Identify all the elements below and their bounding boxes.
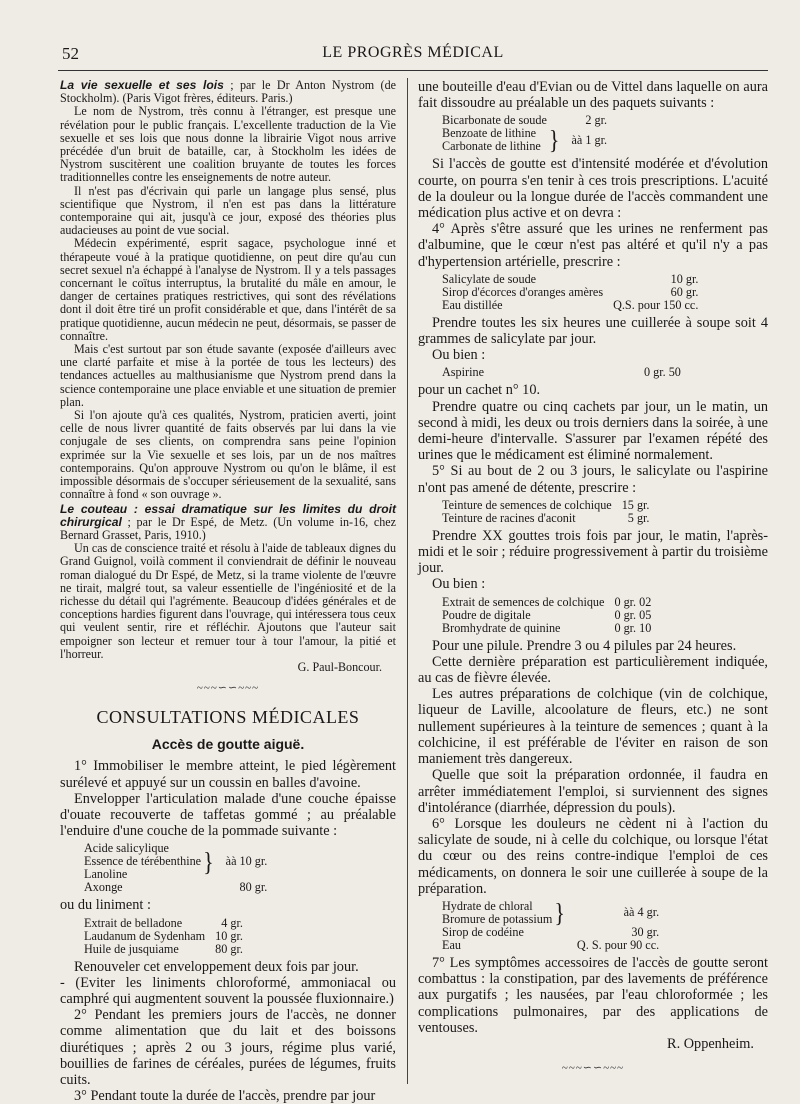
review-nystrom-citation: ; par le Dr Anton Nystrom (de Stockholm). (Paris Vigot frères, éditeurs. Paris.) bbox=[60, 78, 396, 106]
section-title: CONSULTATIONS MÉDICALES bbox=[96, 707, 360, 728]
consultation-paragraph: 4° Après s'être assuré que les urines ne renferment pas d'albumine, que le cœur n'est pas altéré et qu'il n'y a pas d'hypertension artérielle, prescrire : bbox=[418, 221, 768, 270]
review-paragraph: Un cas de conscience traité et résolu à l'aide de tableaux dignes du Grand Guignol, voilà comment il conviendrait de définir le nouveau roman dialogué du Dr Espé, de Metz, si la trame violente de l'œuvre ne tirait, malgré tout, sa valeur essentielle de l'ingéniosité et de la richesse du détail qui l'agrémente. Beaucoup d'idées générales et de conceptions hardies figurent dans l'ouvrage, qui intéressera tous ceux qui veulent sentir, rire et réfléchir. Ajoutons que l'auteur sait empoigner son lecteur et remuer tour à tour l'amour, la pitié et l'horreur. bbox=[60, 541, 396, 661]
prescription-line: Hydrate de chloral } àà 4 gr. bbox=[442, 897, 660, 928]
prescription-line: Extrait de semences de colchique 0 gr. 02 bbox=[442, 594, 652, 609]
prescription-line: Acide salicylique } àà 10 gr. bbox=[84, 841, 268, 877]
header-rule bbox=[58, 70, 768, 71]
consultation-paragraph: 5° Si au bout de 2 ou 3 jours, le salicylate ou l'aspirine n'ont pas amené de détente, prescrire : bbox=[418, 463, 768, 496]
consultation-paragraph: - (Eviter les liniments chloroformé, ammoniacal ou camphré qui augmentent souvent la poussée fluxionnaire.) bbox=[60, 974, 396, 1007]
consultation-paragraph: 6° Lorsque les douleurs ne cèdent ni à l'action du salicylate de soude, ni à celle du colchique, ou lorsque l'état du cœur ou des reins contre-indique l'emploi de ces médicaments, on donnera le soir une cuillerée à soupe de la préparation. bbox=[418, 815, 768, 897]
prescription-liniment bbox=[84, 917, 396, 956]
section-subtitle: Accès de goutte aiguë. bbox=[151, 736, 305, 753]
prescription-pilule bbox=[442, 596, 768, 635]
consultation-paragraph: Pour une pilule. Prendre 3 ou 4 pilules par 24 heures. bbox=[432, 637, 737, 654]
consultation-signature: R. Oppenheim. bbox=[667, 1035, 754, 1052]
prescription-salicylate bbox=[442, 273, 768, 312]
consultation-paragraph: Si l'accès de goutte est d'intensité modérée et d'évolution courte, on pourra s'en tenir à ces trois prescriptions. L'acuité de la douleur ou la longue durée de l'accès commandent une médication plus active et on devra : bbox=[418, 156, 768, 222]
running-title: LE PROGRÈS MÉDICAL bbox=[322, 44, 504, 61]
consultation-paragraph: une bouteille d'eau d'Evian ou de Vittel dans laquelle on aura fait dissoudre au préalable un des paquets suivants : bbox=[418, 79, 768, 112]
review-couteau-citation: ; par le Dr Espé, de Metz. (Un volume in-16, chez Bernard Grasset, Paris, 1910.) bbox=[60, 514, 396, 542]
consultation-paragraph: Ou bien : bbox=[432, 347, 486, 364]
review-paragraph: Médecin expérimenté, esprit sagace, psychologue inné et thérapeute voué à la pratique quotidienne, on peut dire qu'au cun secret sexuel n'a échappé à l'analyse de Nystrom. Il y a tels passages concernant le coïtus interruptus, la brutalité du mâle en amour, le danger de certaines pratiques restrictives, qui sont des révélations dont il doit être tiré un profit considérable et que, dans l'intérêt de sa pratique quotidienne, aucun médecin ne peut, désormais, se passer de connaître. bbox=[60, 236, 396, 343]
prescription-line: Salicylate de soude 10 gr. bbox=[442, 271, 699, 286]
review-nystrom-heading bbox=[60, 79, 396, 105]
prescription-line: Laudanum de Sydenham 10 gr. bbox=[84, 928, 243, 943]
prescription-line: Huile de jusquiame 80 gr. bbox=[84, 941, 243, 956]
prescription-line: Extrait de belladone 4 gr. bbox=[84, 915, 243, 930]
prescription-line: Lanoline bbox=[84, 867, 128, 882]
page-number: 52 bbox=[62, 44, 79, 63]
consultation-paragraph: Prendre toutes les six heures une cuillerée à soupe soit 4 grammes de salicylate par jour. bbox=[418, 314, 768, 348]
prescription-line: Axonge 80 gr. bbox=[84, 880, 268, 895]
consultation-paragraph: Renouveler cet enveloppement deux fois par jour. bbox=[74, 958, 359, 975]
prescription-line: Sirop d'écorces d'oranges amères 60 gr. bbox=[442, 284, 699, 299]
consultation-paragraph: Cette dernière préparation est particulièrement indiquée, au cas de fièvre élevée. bbox=[418, 653, 768, 687]
prescription-line: Benzoate de lithine } àà 1 gr. bbox=[442, 124, 608, 155]
prescription-chloral bbox=[442, 897, 768, 952]
prescription-line: Teinture de semences de colchique 15 gr. bbox=[442, 497, 650, 512]
consultation-paragraph: Prendre XX gouttes trois fois par jour, le matin, l'après-midi et le soir ; réduire progressivement à partir du troisième jour. bbox=[418, 527, 768, 577]
prescription-line: Poudre de digitale 0 gr. 05 bbox=[442, 607, 652, 622]
consultation-paragraph: 2° Pendant les premiers jours de l'accès, ne donner comme alimentation que du lait et des boissons diurétiques ; après 2 ou 3 jours, régime plus varié, bouillies de farines de céréales, purées de légumes, fruits cuits. bbox=[60, 1007, 396, 1088]
prescription-pommade bbox=[84, 842, 396, 894]
prescription-line: Bromhydrate de quinine 0 gr. 10 bbox=[442, 620, 652, 635]
consultation-paragraph: Quelle que soit la préparation ordonnée, il faudra en arrêter immédiatement l'emploi, si surviennent des signes d'intolérance (diarrhée, dépression du pouls). bbox=[418, 767, 768, 816]
review-couteau-heading bbox=[60, 503, 396, 543]
consultation-paragraph: Ou bien : bbox=[432, 576, 486, 593]
review-paragraph: Si l'on ajoute qu'à ces qualités, Nystrom, praticien averti, joint celle de nous livrer quantité de faits observés par lui dans la vie conjugale de ses clients, on comprendra sans peine l'opinion exprimée sur la Vie sexuelle et ses lois, par un de nos maîtres contemporains. Qu'on approuve Nystrom ou qu'on le blâme, il est impossible désormais de s'occuper sérieusement de la sexualité, sans connaître à fond « son ouvrage ». bbox=[60, 408, 396, 502]
consultation-paragraph: 1° Immobiliser le membre atteint, le pied légèrement surélevé et appuyé sur un coussin en balles d'avoine. bbox=[60, 758, 396, 791]
ornament-divider: ~~~∽∽~~~ bbox=[561, 1062, 625, 1075]
consultation-paragraph: 3° Pendant toute la durée de l'accès, prendre par jour bbox=[74, 1088, 376, 1104]
prescription-line: Essence de térébenthine bbox=[84, 854, 202, 869]
review-couteau-title: Le couteau : essai dramatique sur les limites du droit chirurgical bbox=[60, 501, 396, 529]
right-column bbox=[418, 79, 768, 1086]
prescription-line: Bicarbonate de soude 2 gr. bbox=[442, 113, 608, 128]
prescription-aspirine bbox=[442, 366, 768, 379]
review-paragraph: Mais c'est surtout par son étude savante (exposée d'ailleurs avec une clarté parfaite et mise à la portée de tous les lecteurs) des tendances actuelles au malthusianisme que Nystrom prend dans la science contemporaine une place enviable et une situation de premier plan. bbox=[60, 342, 396, 409]
consultation-paragraph: ou du liniment : bbox=[60, 897, 151, 914]
prescription-line: Teinture de racines d'aconit 5 gr. bbox=[442, 510, 650, 525]
consultation-paragraph: pour un cachet n° 10. bbox=[418, 382, 541, 399]
left-column bbox=[60, 79, 396, 1104]
review-paragraph: Le nom de Nystrom, très connu à l'étranger, est presque une révélation pour le public français. L'excellente traduction de la Vie sexuelle et ses lois que nous donne la librairie Vigot nous arrive précédée d'un bruit de bataille, car, à Stockholm les idées de Nystrom suscitèrent une coalition bruyante de toutes les forces traditionnelles contre les enseignements de notre auteur. bbox=[60, 104, 396, 185]
prescription-line: Eau Q. S. pour 90 cc. bbox=[442, 937, 660, 952]
consultation-paragraph: Envelopper l'articulation malade d'une couche épaisse d'ouate recouverte de taffetas gommé ; au préalable l'enduire d'une couche de la pommade suivante : bbox=[60, 790, 396, 840]
prescription-teintures bbox=[442, 499, 768, 525]
column-divider bbox=[407, 78, 408, 1084]
prescription-line: Bromure de potassium bbox=[442, 911, 553, 926]
prescription-line: Sirop de codéine 30 gr. bbox=[442, 924, 660, 939]
review-signature: G. Paul-Boncour. bbox=[297, 659, 382, 674]
prescription-line: Eau distillée Q.S. pour 150 cc. bbox=[442, 297, 699, 312]
ornament-divider: ~~~∽∽~~~ bbox=[196, 682, 260, 695]
consultation-paragraph: 7° Les symptômes accessoires de l'accès de goutte seront combattus : la constipation, par des lavements de préférence aux purgatifs ; les nausées, par l'eau chloroformée ; les complications pulmonaires, par des applications de ventouses. bbox=[418, 954, 768, 1036]
prescription-paquet bbox=[442, 114, 768, 153]
prescription-line: Aspirine 0 gr. 50 bbox=[442, 365, 681, 380]
prescription-line: Carbonate de lithine bbox=[442, 139, 541, 154]
page-header bbox=[58, 44, 768, 70]
consultation-paragraph: Prendre quatre ou cinq cachets par jour, un le matin, un second à midi, les deux ou trois derniers dans la soirée, à une demi-heure d'intervalle. S'assurer par l'examen répété des urines que le médicament est éliminé normalement. bbox=[418, 398, 768, 464]
consultation-paragraph: Les autres préparations de colchique (vin de colchique, liqueur de Laville, alcoolature de fleurs, etc.) ne sont nullement supérieures à la teinture de semences ; quant à la colchicine, il est préférable de l'éviter en raison de son maniement très dangereux. bbox=[418, 686, 768, 768]
review-nystrom-title: La vie sexuelle et ses lois bbox=[60, 78, 224, 92]
review-paragraph: Il n'est pas d'écrivain qui parle un langage plus sensé, plus scientifique que Nystrom, il n'en est pas dans la littérature contemporaine qui ait, jusqu'à ce jour, exposé des théories plus audacieuses au point de vue social. bbox=[60, 183, 396, 238]
